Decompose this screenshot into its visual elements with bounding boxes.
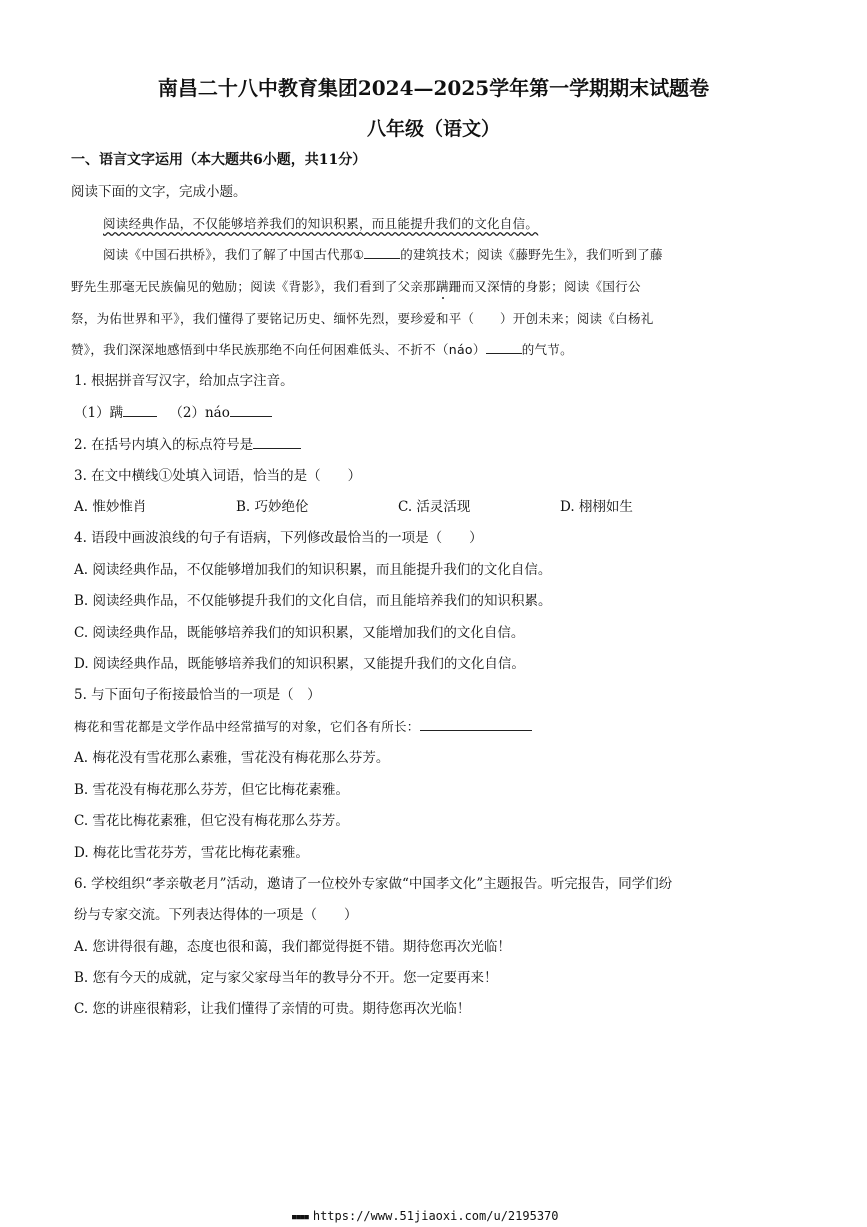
page-footer (292, 1209, 559, 1223)
q6-stem-line-2: 纷与专家交流。下列表达得体的一项是（ ） (74, 907, 358, 923)
passage-line-3: 祭，为佑世界和平》，我们懂得了要铭记历史、缅怀先烈，要珍爱和平（ ）开创未来；阅读《白杨礼 (71, 311, 654, 326)
passage-text: 野先生那毫无民族偏见的勉励；阅读《背影》，我们看到了父亲那 (71, 279, 436, 294)
passage-text: 的气节。 (521, 342, 573, 357)
exam-subtitle: 八年级（语文） (366, 118, 500, 140)
q5-sentence: 梅花和雪花都是文学作品中经常描写的对象，它们各有所长： (74, 719, 420, 734)
q4-option-c: C. 阅读经典作品，既能够培养我们的知识积累，又能增加我们的文化自信。 (74, 625, 525, 641)
wavy-sentence-text: 阅读经典作品，不仅能够培养我们的知识积累，而且能提升我们的文化自信。 (103, 216, 539, 231)
passage-text: 阅读《中国石拱桥》，我们了解了中国古代那① (103, 247, 365, 262)
q5-option-c: C. 雪花比梅花素雅，但它没有梅花那么芬芳。 (74, 813, 349, 829)
q1-stem: 1. 根据拼音写汉字，给加点字注音。 (74, 373, 294, 389)
exam-title: 南昌二十八中教育集团2024—2025学年第一学期期末试题卷 (157, 76, 710, 100)
q1-blank-1 (123, 404, 157, 417)
blank-1 (364, 246, 400, 259)
q1-blank-2 (230, 404, 272, 417)
passage-text: 的建筑技术；阅读《藤野先生》，我们听到了藤 (400, 247, 663, 262)
passage-text: 跚而又深情的身影；阅读《国行公 (448, 279, 641, 294)
q4-option-a: A. 阅读经典作品，不仅能够增加我们的知识积累，而且能提升我们的文化自信。 (74, 562, 552, 578)
q6-option-b: B. 您有今天的成就，定与家父家母当年的教导分不开。您一定要再来！ (74, 970, 498, 986)
footer-mark: ■■■■ (292, 1212, 309, 1221)
q4-stem: 4. 语段中画波浪线的句子有语病，下列修改最恰当的一项是（ ） (74, 530, 483, 546)
q4-option-d: D. 阅读经典作品，既能够培养我们的知识积累，又能提升我们的文化自信。 (74, 656, 525, 672)
q1-subitems (74, 404, 272, 422)
q2-line (74, 436, 301, 454)
q2-blank (253, 436, 301, 449)
q3-option-d: D. 栩栩如生 (560, 499, 633, 515)
q5-stem: 5. 与下面句子衔接最恰当的一项是（ ） (74, 687, 321, 703)
q3-option-b: B. 巧妙绝伦 (236, 499, 309, 515)
reading-instruction: 阅读下面的文字，完成小题。 (71, 184, 247, 200)
blank-nao (486, 341, 522, 354)
passage-text: 赞》，我们深深地感悟到中华民族那绝不向任何困难低头、不折不（náo） (71, 342, 486, 357)
q6-option-c: C. 您的讲座很精彩，让我们懂得了亲情的可贵。期待您再次光临！ (74, 1001, 471, 1017)
q2-stem: 2. 在括号内填入的标点符号是 (74, 437, 254, 453)
q1-sub1: （1）蹒 (74, 405, 124, 421)
q5-option-a: A. 梅花没有雪花那么素雅，雪花没有梅花那么芬芳。 (74, 750, 390, 766)
q5-sentence-line (74, 718, 532, 736)
passage-line-2 (71, 278, 641, 296)
q3-option-a: A. 惟妙惟肖 (74, 499, 147, 515)
dotted-char: 蹒 (435, 279, 449, 294)
q4-option-b: B. 阅读经典作品，不仅能够提升我们的文化自信，而且能培养我们的知识积累。 (74, 593, 552, 609)
q6-stem-line-1: 6. 学校组织“孝亲敬老月”活动，邀请了一位校外专家做“中国孝文化”主题报告。听完报告，同学们纷 (74, 876, 673, 892)
passage-line-1 (103, 246, 663, 264)
footer-url-link[interactable]: https://www.51jiaoxi.com/u/2195370 (312, 1209, 559, 1223)
q1-sub2: （2）náo (169, 405, 230, 421)
q3-stem: 3. 在文中横线①处填入词语，恰当的是（ ） (74, 468, 362, 484)
q5-option-d: D. 梅花比雪花芬芳，雪花比梅花素雅。 (74, 845, 309, 861)
q5-blank (420, 718, 532, 731)
q6-option-a: A. 您讲得很有趣，态度也很和蔼，我们都觉得挺不错。期待您再次光临！ (74, 939, 511, 955)
wavy-sentence (103, 215, 538, 233)
q3-option-c: C. 活灵活现 (398, 499, 471, 515)
passage-line-4 (71, 341, 573, 359)
q5-option-b: B. 雪花没有梅花那么芬芳，但它比梅花素雅。 (74, 782, 350, 798)
section-heading: 一、语言文字运用（本大题共6小题，共11分） (71, 152, 367, 168)
